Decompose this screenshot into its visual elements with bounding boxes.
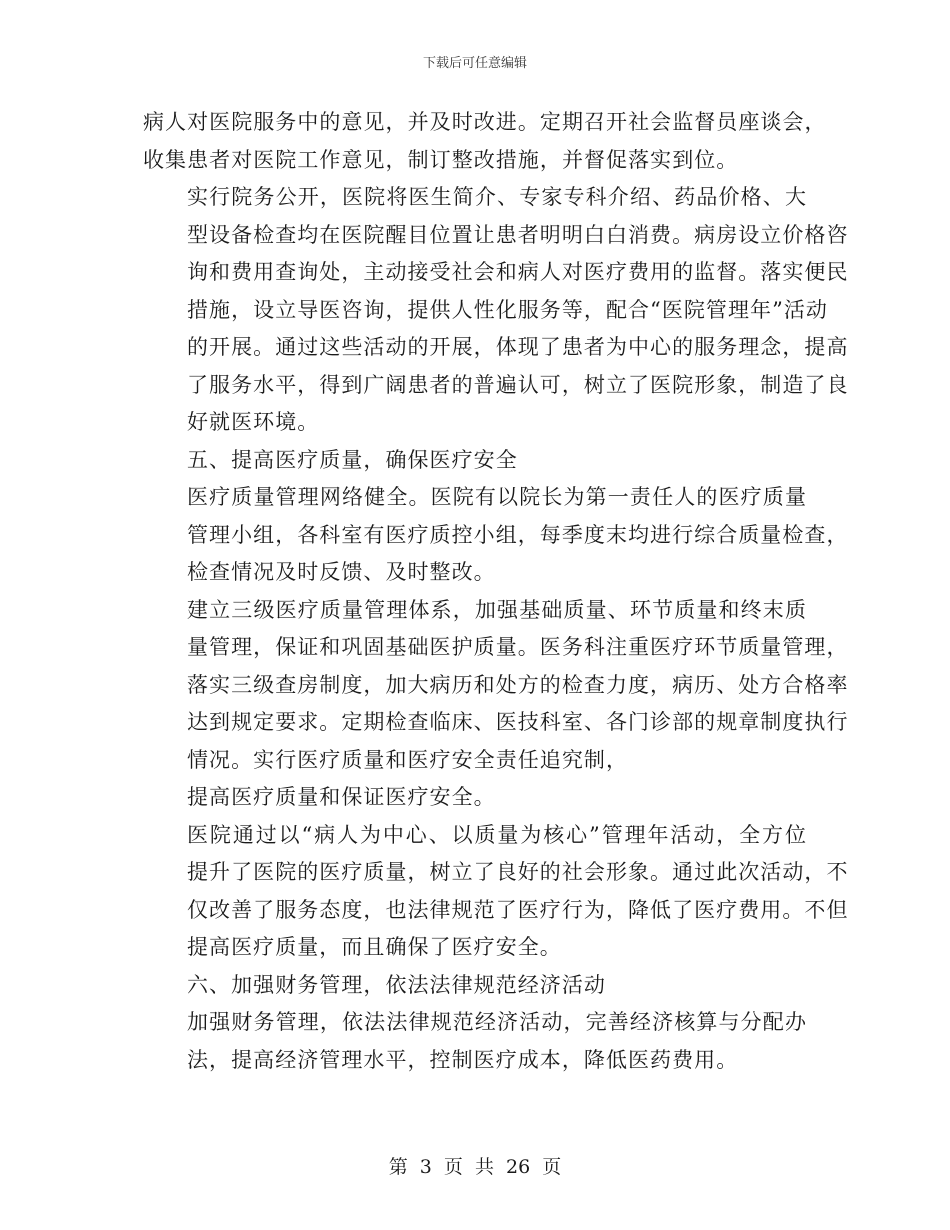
text-line: 病人对医院服务中的意见，并及时改进。定期召开社会监督员座谈会， — [143, 110, 827, 134]
text-line: 落实三级查房制度，加大病历和处方的检查力度，病历、处方合格率 — [187, 672, 849, 697]
paragraph — [143, 592, 849, 780]
text-line: 六、加强财务管理，依法法律规范经济活动 — [187, 972, 606, 997]
text-line: 询和费用查询处，主动接受社会和病人对医疗费用的监督。落实便民 — [187, 260, 849, 284]
section-heading — [143, 442, 807, 480]
paragraph — [143, 179, 849, 442]
text-line: 量管理，保证和巩固基础医护质量。医务科注重医疗环节质量管理， — [187, 635, 849, 659]
paragraph — [143, 104, 827, 179]
text-line: 医院通过以“病人为中心、以质量为核心”管理年活动，全方位 — [187, 822, 807, 847]
text-line: 提高医疗质量，而且确保了医疗安全。 — [187, 935, 562, 959]
text-line: 医疗质量管理网络健全。医院有以院长为第一责任人的医疗质量 — [187, 485, 807, 509]
header-note: 下载后可任意编辑 — [422, 56, 527, 71]
paragraph — [143, 479, 849, 592]
paragraph — [143, 779, 807, 817]
text-line: 法，提高经济管理水平，控制医疗成本，降低医药费用。 — [187, 1047, 739, 1072]
text-line: 提高医疗质量和保证医疗安全。 — [187, 785, 496, 809]
document-body — [143, 104, 849, 1079]
text-line: 仅改善了服务态度，也法律规范了医疗行为，降低了医疗费用。不但 — [187, 897, 849, 922]
text-line: 的开展。通过这些活动的开展，体现了患者为中心的服务理念，提高 — [187, 335, 849, 359]
paragraph — [143, 1004, 807, 1079]
text-line: 管理小组，各科室有医疗质控小组，每季度末均进行综合质量检查， — [187, 522, 849, 547]
text-line: 型设备检查均在医院醒目位置让患者明明白白消费。病房设立价格咨 — [187, 222, 849, 247]
text-line: 实行院务公开，医院将医生简介、专家专科介绍、药品价格、大 — [187, 185, 807, 209]
text-line: 提升了医院的医疗质量，树立了良好的社会形象。通过此次活动，不 — [187, 860, 849, 884]
text-line: 措施，设立导医咨询，提供人性化服务等，配合“医院管理年”活动 — [187, 297, 828, 322]
section-heading — [143, 967, 807, 1005]
text-line: 了服务水平，得到广阔患者的普遍认可，树立了医院形象，制造了良 — [187, 372, 849, 397]
text-line: 建立三级医疗质量管理体系，加强基础质量、环节质量和终末质 — [187, 597, 807, 622]
text-line: 收集患者对医院工作意见，制订整改措施，并督促落实到位。 — [143, 147, 739, 172]
page-number: 第 3 页 共 26 页 — [388, 1156, 562, 1178]
text-line: 五、提高医疗质量，确保医疗安全 — [187, 447, 518, 472]
text-line: 加强财务管理，依法法律规范经济活动，完善经济核算与分配办 — [187, 1010, 807, 1034]
paragraph — [143, 817, 849, 967]
text-line: 检查情况及时反馈、及时整改。 — [187, 560, 496, 584]
text-line: 好就医环境。 — [187, 410, 320, 434]
text-line: 达到规定要求。定期检查临床、医技科室、各门诊部的规章制度执行 — [187, 710, 849, 734]
text-line: 情况。实行医疗质量和医疗安全责任追究制， — [187, 747, 628, 772]
